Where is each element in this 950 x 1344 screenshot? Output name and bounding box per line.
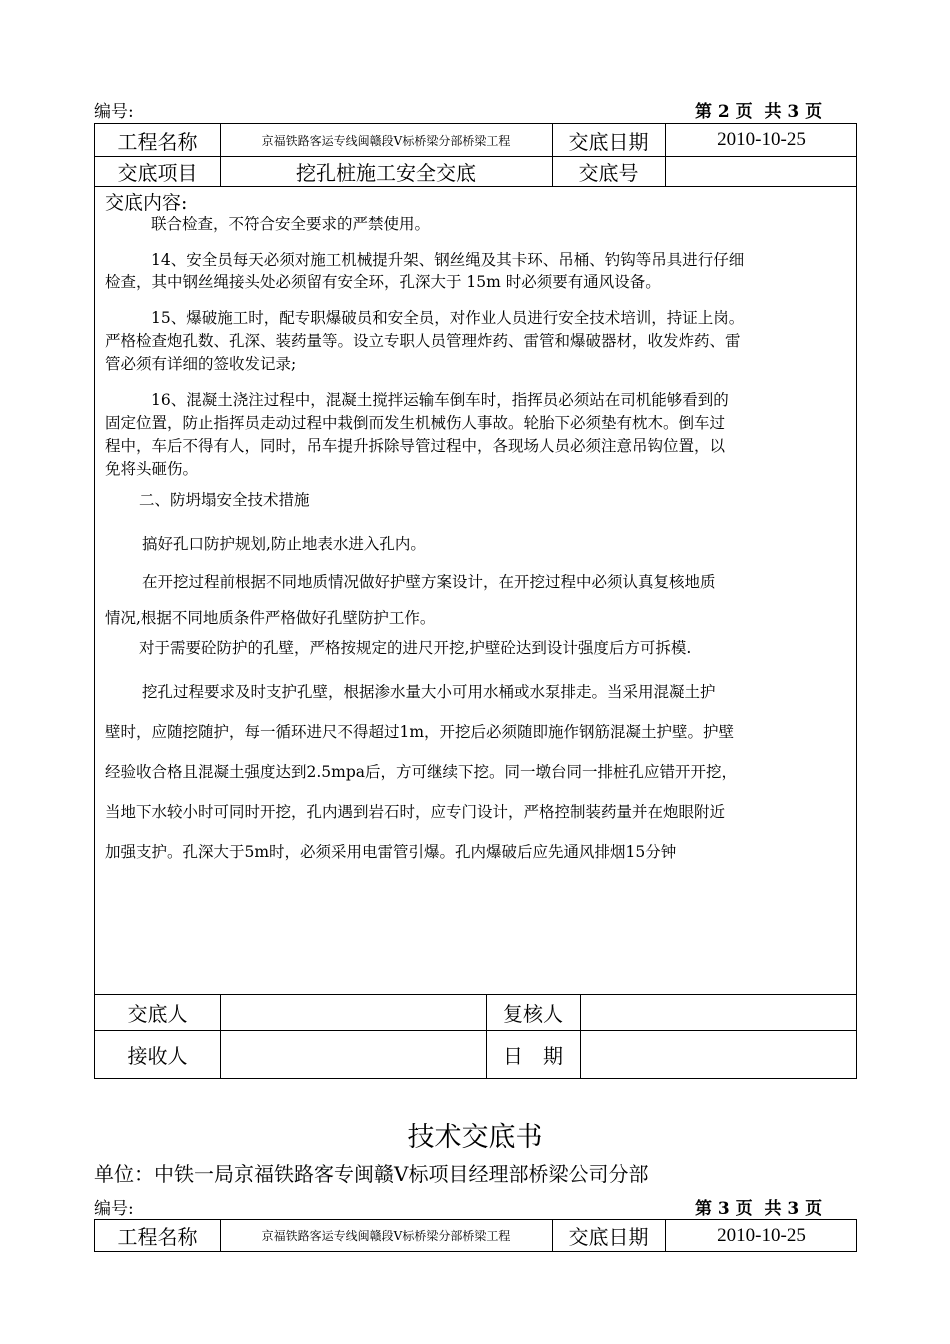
project-name: 京福铁路客运专线闽赣段Ⅴ标桥梁分部桥梁工程	[261, 133, 511, 148]
number-label: 交底号	[578, 160, 639, 185]
date-value: 2010-10-25	[717, 129, 806, 150]
receiver-label: 接收人	[127, 1043, 188, 1068]
content-line: 严格检查炮孔数、孔深、装药量等。设立专职人员管理炸药、雷管和爆破器材，收发炸药、雷	[105, 332, 741, 350]
content-line: 程中，车后不得有人，同时，吊车提升拆除导管过程中，各现场人员必须注意吊钩位置，以	[105, 437, 726, 455]
content-line: 壁时，应随挖随护，每一循环进尺不得超过1m，开挖后必须随即施作钢筋混凝土护壁。护壁	[105, 723, 735, 741]
content-line: 搞好孔口防护规划,防止地表水进入孔内。	[142, 535, 426, 553]
content-line: 对于需要砼防护的孔壁，严格按规定的进尺开挖,护壁砼达到设计强度后方可拆模.	[139, 639, 692, 657]
content-label: 交底内容:	[105, 192, 188, 214]
reviewer-label: 复核人	[503, 1001, 563, 1026]
page-info: 第 2 页 共 3 页	[695, 102, 823, 122]
content-line: 在开挖过程前根据不同地质情况做好护壁方案设计，在开挖过程中必须认真复核地质	[142, 573, 716, 591]
number-value	[665, 156, 858, 186]
date-label: 交底日期	[568, 1225, 649, 1249]
briefing-table	[94, 123, 857, 1079]
content-line: 加强支护。孔深大于5m时，必须采用电雷管引爆。孔内爆破后应先通风排烟15分钟	[105, 843, 677, 861]
date-value: 2010-10-25	[717, 1224, 806, 1246]
content-line: 15、爆破施工时，配专职爆破员和安全员，对作业人员进行安全技术培训，持证上岗。	[151, 309, 745, 327]
briefer-label: 交底人	[127, 1001, 188, 1026]
date-label: 交底日期	[568, 129, 649, 154]
serial-label: 编号:	[94, 1199, 134, 1219]
project-name-label: 工程名称	[117, 129, 198, 154]
content-line: 当地下水较小时可同时开挖，孔内遇到岩石时，应专门设计，严格控制装药量并在炮眼附近	[105, 803, 726, 821]
page-info: 第 3 页 共 3 页	[695, 1199, 823, 1219]
content-line: 联合检查，不符合安全要求的严禁使用。	[151, 215, 431, 233]
content-line: 检查，其中钢丝绳接头处必须留有安全环，孔深大于 15m 时必须要有通风设备。	[105, 273, 661, 291]
content-line: 14、安全员每天必须对施工机械提升架、钢丝绳及其卡环、吊桶、钓钩等吊具进行仔细	[151, 251, 745, 269]
content-line: 免将头砸伤。	[105, 460, 199, 478]
unit-line: 单位：中铁一局京福铁路客专闽赣Ⅴ标项目经理部桥梁公司分部	[94, 1162, 649, 1186]
project-name: 京福铁路客运专线闽赣段Ⅴ标桥梁分部桥梁工程	[261, 1229, 511, 1243]
serial-label: 编号:	[94, 102, 134, 122]
content-line: 经验收合格且混凝土强度达到2.5mpa后，方可继续下挖。同一墩台同一排桩孔应错开开挖，	[105, 763, 738, 781]
project-name-label: 工程名称	[117, 1225, 198, 1249]
sign-date-value	[580, 1030, 858, 1078]
item-label: 交底项目	[117, 160, 198, 185]
sign-date-label: 日 期	[503, 1043, 563, 1068]
briefer-value	[220, 994, 486, 1030]
item-value: 挖孔桩施工安全交底	[296, 160, 476, 185]
content-line: 固定位置，防止指挥员走动过程中栽倒而发生机械伤人事故。轮胎下必须垫有枕木。倒车过	[105, 414, 726, 432]
reviewer-value	[580, 994, 858, 1030]
document-title: 技术交底书	[407, 1122, 543, 1153]
section-heading: 二、防坍塌安全技术措施	[139, 491, 310, 509]
content-line: 挖孔过程要求及时支护孔壁，根据渗水量大小可用水桶或水泵排走。当采用混凝土护	[142, 683, 716, 701]
content-line: 情况,根据不同地质条件严格做好孔壁防护工作。	[105, 609, 436, 627]
content-line: 16、混凝土浇注过程中，混凝土搅拌运输车倒车时，指挥员必须站在司机能够看到的	[151, 391, 729, 409]
receiver-value	[220, 1030, 486, 1078]
content-line: 管必须有详细的签收发记录;	[105, 355, 297, 373]
briefing-table-2	[94, 1219, 857, 1252]
